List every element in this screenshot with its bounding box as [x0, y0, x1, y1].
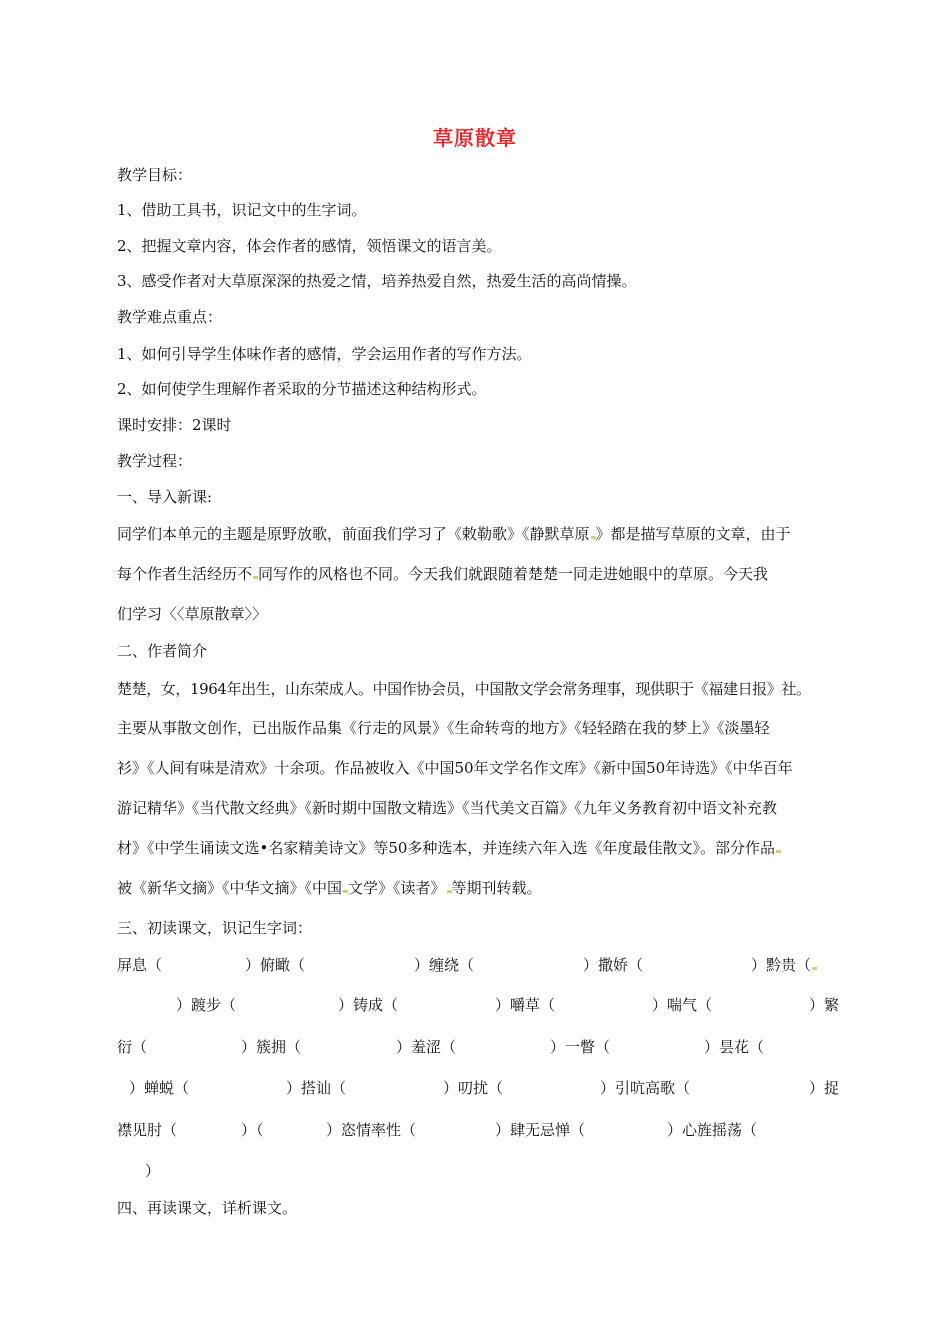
text-run: 材》《中学生诵读文选•名家精美诗文》等50多种选本，并连续六年入选《年度最佳散文》。部分作品: [117, 839, 775, 857]
vocab-cell: ）: [145, 1162, 161, 1180]
goal-item: 1、借助工具书，识记文中的生字词。: [117, 201, 367, 219]
vocab-cell: 衍（: [117, 1038, 148, 1056]
vocab-cell: ）捉: [809, 1079, 840, 1097]
text-run: 等期刊转载。: [451, 879, 542, 897]
vocab-cell: ）喘气（: [652, 996, 713, 1014]
vocab-cell: ）踱步（: [176, 996, 237, 1014]
goal-item: 3、感受作者对大草原深深的热爱之情，培养热爱自然，热爱生活的高尚情操。: [117, 272, 637, 290]
vocab-cell: ）嚼草（: [495, 996, 556, 1014]
section-heading: 二、作者简介: [117, 642, 208, 660]
vocab-cell: ）心旌摇荡（: [667, 1121, 758, 1139]
vocab-cell: ）繁: [809, 996, 840, 1014]
goals-heading: 教学目标：: [117, 166, 193, 184]
paragraph-line: 楚楚，女，1964年出生，山东荣成人。中国作协会员，中国散文学会常务理事，现供职于《福建日报》社。: [117, 680, 811, 698]
goal-item: 2、把握文章内容，体会作者的感情，领悟课文的语言美。: [117, 237, 502, 255]
vocab-cell: ）昙花（: [704, 1038, 765, 1056]
section-heading: 四、再读课文，详析课文。: [117, 1199, 298, 1217]
paragraph-line: 主要从事散文创作，已出版作品集《行走的风景》《生命转弯的地方》《轻轻踏在我的梦上》《淡墨轻: [117, 719, 770, 737]
paragraph-line: [117, 838, 781, 858]
vocab-cell: ）铸成（: [338, 996, 399, 1014]
vocab-cell: ）羞涩（: [396, 1038, 457, 1056]
schedule: 课时安排：2课时: [117, 416, 232, 434]
vocab-cell: ）俯瞰（: [245, 956, 306, 974]
paragraph-line: 衫》《人间有味是清欢》十余项。作品被收入《中国50年文学名作文库》《新中国50年诗选》《中华百年: [117, 759, 793, 777]
paragraph-line: [117, 878, 542, 898]
paragraph-line: 们学习〈〈草原散章〉〉: [117, 605, 268, 623]
vocab-cell: ）（: [241, 1121, 264, 1139]
page-title: 草原散章: [433, 126, 517, 150]
text-run: 文学》《读者》: [348, 879, 446, 897]
annotation-mark: [812, 967, 817, 970]
text-run: 同学们本单元的主题是原野放歌，前面我们学习了《敕勒歌》《静默草原: [117, 525, 590, 543]
vocab-cell: ）肆无忌惮（: [495, 1121, 586, 1139]
vocab-cell: ）蝉蜕（: [129, 1079, 190, 1097]
section-heading: 一、导入新课:: [117, 488, 213, 506]
vocab-cell: ）一瞥（: [550, 1038, 611, 1056]
paragraph-line: [117, 524, 791, 544]
section-heading: 三、初读课文，识记生字词：: [117, 919, 313, 937]
text-run: ）黔贵（: [751, 956, 812, 974]
text-run: 同写作的风格也不同。今天我们就跟随着楚楚一同走进她眼中的草原。今天我: [258, 565, 769, 583]
vocab-cell: ）搭讪（: [286, 1079, 347, 1097]
vocab-cell: ）叨扰（: [443, 1079, 504, 1097]
key-item: 1、如何引导学生体味作者的感情，学会运用作者的写作方法。: [117, 345, 532, 363]
key-item: 2、如何使学生理解作者采取的分节描述这种结构形式。: [117, 380, 487, 398]
vocab-cell: ）簇拥（: [241, 1038, 302, 1056]
vocab-cell: ）缠绕（: [414, 956, 475, 974]
vocab-cell: ）撒娇（: [583, 956, 644, 974]
text-run: 被《新华文摘》《中华文摘》《中国: [117, 879, 343, 897]
annotation-mark: [776, 850, 781, 853]
text-run: 每个作者生活经历不: [117, 565, 253, 583]
vocab-cell: 屏息（: [117, 956, 163, 974]
text-run: 》都是描写草原的文章，由于: [595, 525, 791, 543]
key-heading: 教学难点重点：: [117, 308, 223, 326]
paragraph-line: 游记精华》《当代散文经典》《新时期中国散文精选》《当代美文百篇》《九年义务教育初中语文补充教: [117, 799, 778, 817]
vocab-cell: 襟见肘（: [117, 1121, 178, 1139]
vocab-cell: [751, 955, 817, 975]
vocab-cell: ）恣情率性（: [326, 1121, 417, 1139]
vocab-cell: ）引吭高歌（: [600, 1079, 691, 1097]
process-heading: 教学过程：: [117, 452, 193, 470]
paragraph-line: [117, 564, 768, 584]
